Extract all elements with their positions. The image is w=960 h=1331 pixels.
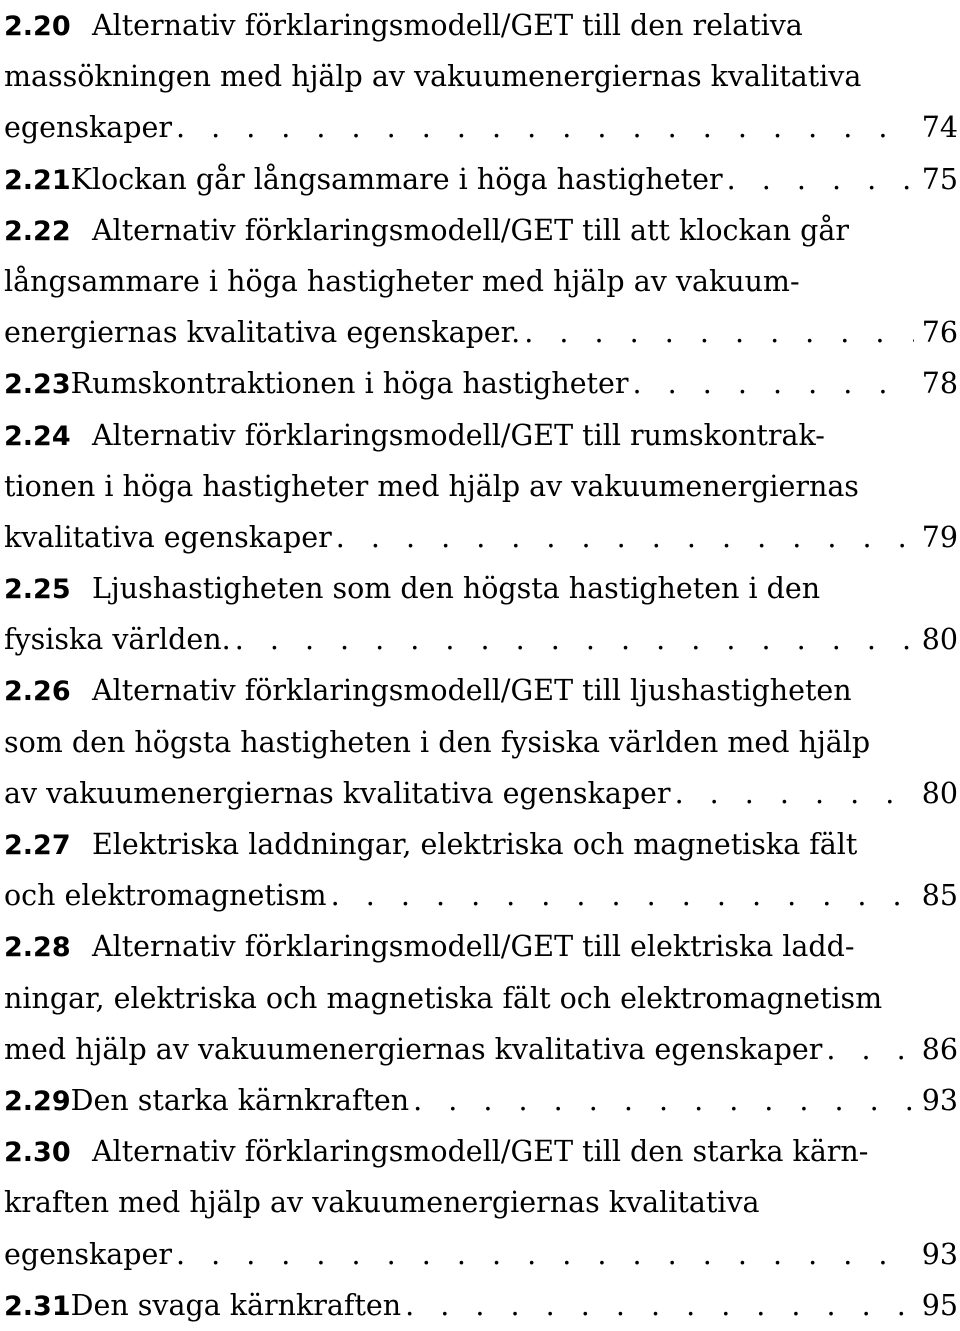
toc-page-number: 80 [921,623,958,657]
toc-entry[interactable] [4,1075,958,1126]
toc-dot-leader [172,1229,914,1280]
toc-entry-title: Klockan går långsammare i höga hastigheter [70,162,723,196]
toc-entry-line [4,819,958,870]
toc-entry-title: Alternativ förklaringsmodell/GET till den relativa [92,9,803,42]
toc-entry-title: Ljushastigheten som den högsta hastigheten i den [92,572,821,606]
toc-entry-number: 2.29 [4,1085,71,1117]
toc-entry[interactable] [4,665,958,819]
toc-entry[interactable] [4,358,958,409]
toc-page-number: 76 [921,316,958,350]
toc-entry-number: 2.27 [4,830,71,861]
toc-entry-title: kvalitativa egenskaper [4,520,332,554]
toc-entry[interactable] [4,819,958,921]
toc-entry-title: egenskaper [4,111,172,145]
toc-entry[interactable] [4,563,958,665]
toc-entry-line [4,1075,958,1126]
toc-entry-line [4,1024,958,1075]
toc-entry-number: 2.31 [4,1290,71,1322]
toc-page-number: 86 [921,1032,958,1066]
toc-entry-title: med hjälp av vakuumenergiernas kvalitativa egenskaper [4,1032,823,1066]
toc-entry[interactable] [4,410,958,564]
toc-entry-title: långsammare i höga hastigheter med hjälp av vakuum- [4,264,800,298]
toc-entry-line [4,512,958,563]
toc-entry-line [4,307,958,358]
toc-page-number: 95 [921,1288,958,1322]
toc-entry-line [4,154,958,205]
toc-entry-number: 2.24 [4,420,71,452]
toc-entry-line [4,921,958,972]
toc-entry-number: 2.23 [4,369,71,401]
toc-entry-line [4,665,958,716]
toc-entry-title: Alternativ förklaringsmodell/GET till den starka kärn- [92,1135,869,1169]
toc-entry-number: 2.28 [4,932,71,964]
toc-entry-line [4,870,958,921]
toc-entry-line [4,410,958,461]
toc-entry-number: 2.20 [4,11,71,42]
toc-entry-line [4,768,958,819]
toc-entry-number: 2.22 [4,215,71,247]
toc-entry-title: av vakuumenergiernas kvalitativa egenskaper [4,776,671,810]
toc-entry-line [4,563,958,614]
toc-page-number: 74 [921,111,958,145]
toc-entry-number: 2.25 [4,574,71,606]
toc-dot-leader [629,358,914,409]
toc-page-number: 75 [921,162,958,196]
toc-entry[interactable] [4,205,958,359]
toc-dot-leader [231,614,914,665]
toc-dot-leader [723,154,914,205]
toc-page-number: 93 [921,1237,958,1271]
toc-entry-line [4,51,958,102]
toc-entry-title: massökningen med hjälp av vakuumenergiernas kvalitativa [4,60,862,94]
toc-entry-title: Alternativ förklaringsmodell/GET till ljushastigheten [92,674,852,708]
toc-page-number: 93 [921,1083,958,1117]
toc-page-number: 79 [921,520,958,554]
toc-entry[interactable] [4,0,958,154]
toc-dot-leader [332,512,914,563]
toc-entry-line [4,1126,958,1177]
toc-entry-title: och elektromagnetism [4,879,327,913]
toc-entry-line [4,614,958,665]
toc-entry-line [4,1280,958,1331]
toc-entry-title: tionen i höga hastigheter med hjälp av vakuumenergiernas [4,469,859,503]
toc-entry[interactable] [4,1126,958,1280]
toc-page-number: 85 [921,879,958,913]
toc-entry-line [4,973,958,1024]
toc-entry-title: Den starka kärnkraften [70,1083,410,1117]
toc-entry-number: 2.21 [4,164,71,196]
toc-entry-title: som den högsta hastigheten i den fysiska världen med hjälp [4,725,871,759]
toc-page-number: 80 [921,776,958,810]
toc-entry-title: kraften med hjälp av vakuumenergiernas kvalitativa [4,1186,760,1220]
toc-entry[interactable] [4,154,958,205]
toc-dot-leader [671,768,914,819]
table-of-contents [4,0,958,1331]
toc-entry-number: 2.30 [4,1137,71,1169]
toc-entry-title: ningar, elektriska och magnetiska fält och elektromagnetism [4,981,883,1015]
toc-entry-line [4,205,958,256]
toc-entry-title: fysiska världen. [4,623,231,657]
toc-entry-line [4,1229,958,1280]
toc-dot-leader [520,307,914,358]
toc-entry-title: Den svaga kärnkraften [70,1288,402,1322]
toc-entry-number: 2.26 [4,676,71,708]
toc-entry-title: Rumskontraktionen i höga hastigheter [70,367,629,401]
toc-dot-leader [409,1075,914,1126]
toc-dot-leader [327,870,914,921]
toc-entry-title: Alternativ förklaringsmodell/GET till elektriska ladd- [92,930,855,964]
toc-entry-line [4,256,958,307]
toc-entry-title: Alternativ förklaringsmodell/GET till rumskontrak- [92,418,825,452]
toc-dot-leader [401,1280,914,1331]
toc-entry-title: egenskaper [4,1237,172,1271]
toc-entry-title: Elektriska laddningar, elektriska och magnetiska fält [92,828,858,861]
toc-dot-leader [822,1024,914,1075]
toc-dot-leader [172,102,914,153]
toc-entry-line [4,1177,958,1228]
toc-entry-line [4,0,958,51]
toc-entry-title: energiernas kvalitativa egenskaper. [4,316,521,350]
toc-entry-line [4,358,958,409]
toc-entry[interactable] [4,921,958,1075]
toc-entry-line [4,461,958,512]
toc-entry-title: Alternativ förklaringsmodell/GET till att klockan går [92,213,850,247]
toc-page-number: 78 [921,367,958,401]
toc-entry-line [4,717,958,768]
toc-entry[interactable] [4,1280,958,1331]
toc-entry-line [4,102,958,153]
